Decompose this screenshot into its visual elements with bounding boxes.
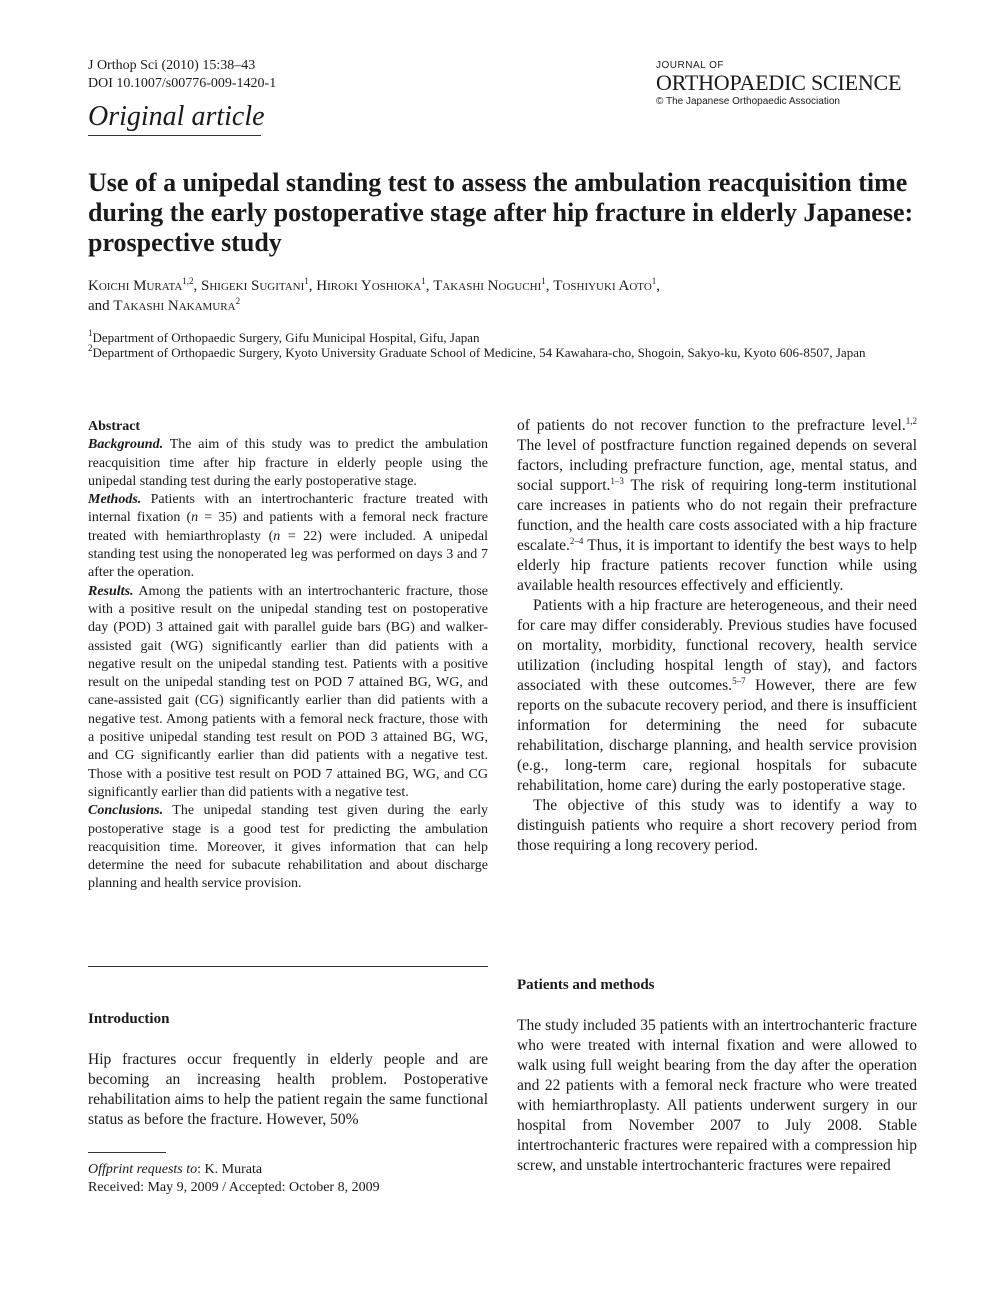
author-affiliation-mark: 1 — [421, 276, 426, 286]
background-label: Background. — [88, 437, 164, 453]
citation-ref: 5–7 — [732, 676, 746, 686]
text-run: Thus, it is important to identify the best ways to help elderly hip fracture patients recover function while using available health resources effectively and efficiently. — [517, 537, 917, 594]
paragraph: The objective of this study was to identify a way to distinguish patients who require a short recovery period from those requiring a long recovery period. — [517, 797, 917, 854]
journal-prefix: JOURNAL OF — [656, 60, 724, 71]
abstract-conclusions — [88, 802, 488, 893]
results-label: Results. — [88, 583, 134, 599]
abstract-background — [88, 436, 488, 491]
author-name: Toshiyuki Aoto — [553, 278, 652, 294]
paper-title: Use of a unipedal standing test to assess the ambulation reacquisition time during the early postoperative stage after hip fracture in elderly Japanese: prospective study — [88, 168, 914, 257]
abstract-methods — [88, 491, 488, 582]
citation-doi-line: DOI 10.1007/s00776-009-1420-1 — [88, 76, 277, 91]
affiliation-1 — [88, 330, 918, 345]
abstract-divider — [88, 966, 488, 967]
introduction-text: Hip fractures occur frequently in elderly people and are becoming an increasing health problem. Postoperative rehabilitation aims to help the patient regain the same functional status as before the fracture. However, 50% — [88, 1051, 488, 1128]
text-run: However, there are few reports on the subacute recovery period, and there is insufficient information for determining the need for subacute rehabilitation, discharge planning, and health service provision (e.g., long-term care, regional hospitals for subacute rehabilitation, home care) during the early postoperative stage. — [517, 677, 917, 794]
author-name: Takashi Noguchi — [433, 278, 542, 294]
offprint-line — [88, 1161, 380, 1179]
methods-label: Methods. — [88, 492, 142, 508]
affiliation-2 — [88, 345, 918, 360]
footnote-divider — [88, 1152, 166, 1153]
conclusions-label: Conclusions. — [88, 803, 164, 819]
abstract — [88, 418, 488, 894]
citation-journal-line: J Orthop Sci (2010) 15:38–43 — [88, 58, 256, 73]
abstract-heading: Abstract — [88, 419, 141, 434]
author-affiliation-mark: 2 — [235, 296, 241, 306]
text-run: of patients do not recover function to the prefracture level. — [517, 417, 906, 434]
n-variable: n — [191, 510, 199, 526]
author-affiliation-mark: 1 — [541, 276, 546, 286]
background-text: The aim of this study was to predict the ambulation reacquisition time after hip fracture in elderly people using the unipedal standing test during the early postoperative stage. — [88, 437, 489, 489]
methods-text: = 22) were included. A unipedal standing test using the nonoperated leg was performed on days 3 and 7 after the operation. — [88, 528, 488, 581]
conclusions-text: The unipedal standing test given during the early postoperative stage is a good test for predicting the ambulation reacquisition time. Moreover, it gives information that can help determine the need for subacute rehabilitation and about discharge planning and health service provision. — [88, 803, 489, 892]
received-line: Received: May 9, 2009 / Accepted: October 8, 2009 — [88, 1180, 380, 1195]
results-text: Among the patients with an intertrochanteric fracture, those with a positive result on the unipedal standing test on postoperative day (POD) 3 attained gait with parallel guide bars (BG) and walker-assisted gait (WG) significantly earlier than did patients with a negative result on the unipedal standing test. Patients with a positive result on the unipedal standing test on POD 7 attained BG, WG, and cane-assisted gait (CG) significantly earlier than did patients with a negative test. Among patients with a femoral neck fracture, those with a positive unipedal standing test result on POD 3 attained BG, WG, and CG significantly earlier than did patients with a negative test. Those with a positive test result on POD 7 attained BG, WG, and CG significantly earlier than did patients with a negative test. — [88, 583, 488, 800]
author-name: Shigeki Sugitani — [201, 278, 305, 294]
author-affiliation-mark: 1 — [651, 276, 657, 286]
author-affiliation-mark: 1 — [304, 276, 309, 286]
offprint-label: Offprint requests to — [88, 1162, 198, 1177]
article-type-underline — [88, 135, 261, 136]
affiliation-text: Department of Orthopaedic Surgery, Kyoto University Graduate School of Medicine, 54 Kawahara-cho, Shogoin, Sakyo-ku, Kyoto 606-8507, Japan — [92, 345, 866, 360]
author-affiliation-mark: 1,2 — [182, 276, 194, 286]
author-list: Koichi Murata$^{1,2}$, Shigeki Sugitani$^1$, Hiroki Yoshioka$^1$, Takashi Noguchi$^1$, Toshiyuki Aoto$^1$, and Takashi Nakamura$^2$ — [88, 276, 661, 314]
methods-text: Patients with an intertrochanteric fracture treated with internal fixation ( — [88, 492, 488, 526]
offprint-value: : K. Murata — [197, 1162, 263, 1177]
article-type: Original article — [88, 101, 265, 132]
paragraph — [517, 596, 917, 796]
introduction-continued — [517, 416, 917, 856]
text-run: Patients with a hip fracture are heterogeneous, and their need for care may differ considerably. Previous studies have focused on mortality, morbidity, functional recovery, health service utilization (including hospital length of stay), and factors associated with these outcomes. — [517, 597, 917, 694]
citation-ref: 1–3 — [610, 476, 624, 486]
author-name: Hiroki Yoshioka — [316, 278, 422, 294]
journal-name: ORTHOPAEDIC SCIENCE — [656, 70, 902, 95]
affiliation-mark: 2 — [88, 343, 93, 353]
author-conjunction: and — [88, 298, 110, 314]
text-run: The risk of requiring long-term institutional care increases in patients who do not regain their prefracture function, and the health care costs associated with a hip fracture escalate. — [517, 477, 917, 554]
affiliation-text: Department of Orthopaedic Surgery, Gifu Municipal Hospital, Gifu, Japan — [92, 330, 480, 345]
methods-heading: Patients and methods — [517, 977, 655, 993]
citation-ref: 2–4 — [569, 536, 584, 546]
footnote — [88, 1161, 380, 1197]
author-name: Koichi Murata — [88, 278, 183, 294]
methods-text: The study included 35 patients with an intertrochanteric fracture who were treated with internal fixation and were allowed to walk using full weight bearing from the day after the operation and 22 patients with a femoral neck fracture who were treated with hemiarthroplasty. All patients underwent surgery in our hospital from November 2007 to July 2008. Stable intertrochanteric fractures were repaired with a compression hip screw, and unstable intertrochanteric fractures were repaired — [517, 1017, 917, 1174]
citation — [88, 57, 276, 93]
author-name: Takashi Nakamura — [113, 298, 236, 314]
introduction-heading: Introduction — [88, 1011, 170, 1027]
text-run: The level of postfracture function regained depends on several factors, including prefracture function, age, mental status, and social support. — [517, 437, 917, 494]
paragraph — [517, 416, 917, 596]
affiliations — [88, 330, 918, 360]
journal-copyright: © The Japanese Orthopaedic Association — [656, 96, 840, 107]
methods-text: = 35) and patients with a femoral neck fracture treated with hemiarthroplasty ( — [88, 510, 488, 544]
n-variable: n — [273, 528, 281, 544]
journal-logo — [656, 60, 901, 108]
affiliation-mark: 1 — [88, 328, 93, 338]
citation-ref: 1,2 — [905, 416, 917, 426]
abstract-results — [88, 583, 488, 803]
